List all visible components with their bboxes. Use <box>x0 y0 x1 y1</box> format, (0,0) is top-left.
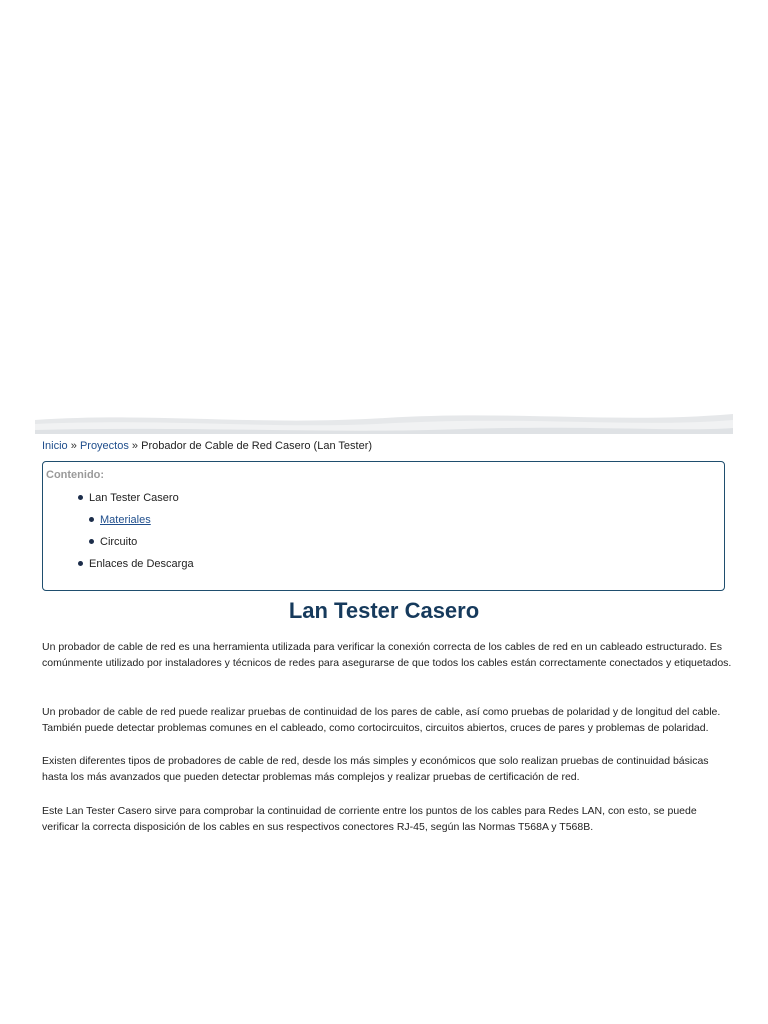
header-wave-divider <box>35 408 733 434</box>
toc-item-lan-tester-casero[interactable] <box>78 491 179 505</box>
toc-item-label: Circuito <box>100 536 138 548</box>
breadcrumb-separator: » <box>70 440 77 452</box>
bullet-icon <box>89 539 94 544</box>
toc-item-enlaces-de-descarga[interactable] <box>78 557 194 571</box>
article-paragraph-2: Un probador de cable de red puede realizar pruebas de continuidad de los pares de cable, así como pruebas de polaridad y de longitud del cable. También puede detectar problemas comunes en el cableado, como cortocircuitos, circuitos abiertos, cruces de pares y problemas de polaridad. <box>42 706 721 734</box>
breadcrumb <box>42 439 372 453</box>
toc-title: Contenido: <box>46 469 105 481</box>
article-paragraph-4: Este Lan Tester Casero sirve para comprobar la continuidad de corriente entre los puntos de los cables para Redes LAN, con esto, se puede verificar la correcta disposición de los cables en sus respectivos conectores RJ-45, según las Normas T568A y T568B. <box>42 805 697 833</box>
bullet-icon <box>78 561 83 566</box>
breadcrumb-current-page: Probador de Cable de Red Casero (Lan Tester) <box>141 440 373 452</box>
article-title: Lan Tester Casero <box>288 598 480 623</box>
toc-item-label: Enlaces de Descarga <box>89 558 194 570</box>
breadcrumb-home-link[interactable]: Inicio <box>42 440 68 452</box>
breadcrumb-separator: » <box>131 440 139 452</box>
article-paragraph-1: Un probador de cable de red es una herramienta utilizada para verificar la conexión correcta de los cables de red en un cableado estructurado. Es comúnmente utilizado por instaladores y técnicos de redes para asegurarse de que todos los cables están correctamente conectados y etiquetados. <box>42 641 732 669</box>
toc-item-materiales[interactable] <box>89 513 151 527</box>
bullet-icon <box>78 495 83 500</box>
toc-item-circuito[interactable] <box>89 535 137 549</box>
bullet-icon <box>89 517 94 522</box>
article-paragraph-3: Existen diferentes tipos de probadores de cable de red, desde los más simples y económicos que solo realizan pruebas de continuidad básicas hasta los más avanzados que pueden detectar problemas más complejos y realizar pruebas de certificación de red. <box>42 755 709 783</box>
table-of-contents <box>42 461 725 591</box>
toc-item-label: Lan Tester Casero <box>89 492 179 504</box>
toc-item-label[interactable]: Materiales <box>100 514 151 526</box>
breadcrumb-section-link[interactable]: Proyectos <box>79 440 129 452</box>
